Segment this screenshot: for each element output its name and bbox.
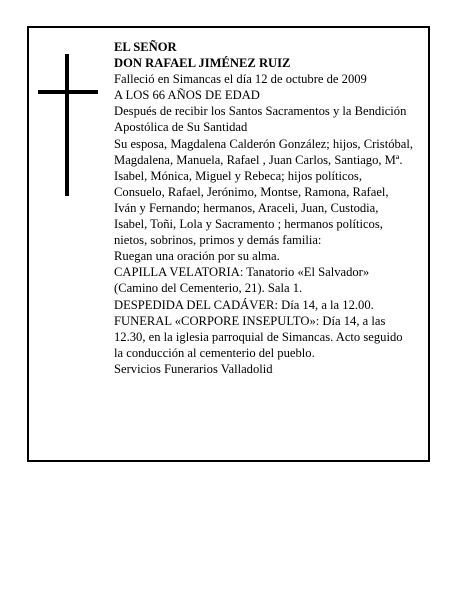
prayer-line: Ruegan una oración por su alma. [114,249,280,264]
family-paragraph: Su esposa, Magdalena Calderón González; hijos, Cristóbal, Magdalena, Manuela, Rafael , Juan Carlos, Santiago, Mª. Isabel, Mónica, Miguel y Rebeca; hijos políticos, Consuelo, Rafael, Jerónimo, Montse, Ramona, Rafael, Iván y Fernando; hermanos, Araceli, Juan, Custodia, Isabel, Toñi, Lola y Sacramento ; hermanos políticos, nietos, sobrinos, primos y demás familia: [114,136,414,248]
cross-horizontal-bar [38,90,98,94]
death-info: Falleció en Simancas el día 12 de octubre de 2009 [114,72,367,87]
deceased-name: DON RAFAEL JIMÉNEZ RUIZ [114,56,291,71]
cross-vertical-bar [65,54,69,196]
sacraments-paragraph: Después de recibir los Santos Sacramentos y la Bendición Apostólica de Su Santidad [114,104,407,135]
cross-icon [38,54,98,196]
chapel-info: CAPILLA VELATORIA: Tanatorio «El Salvador» (Camino del Cementerio, 21). Sala 1. [114,265,370,296]
funeral-info: FUNERAL «CORPORE INSEPULTO»: Día 14, a las 12.30, en la iglesia parroquial de Simancas. Acto seguido la conducción al cementerio del pueblo. [114,313,403,360]
title-line: EL SEÑOR [114,40,177,54]
obituary-text [114,39,414,377]
funeral-services: Servicios Funerarios Valladolid [114,361,273,376]
age-line: A LOS 66 AÑOS DE EDAD [114,88,260,103]
farewell-info: DESPEDIDA DEL CADÁVER: Día 14, a la 12.00. [114,297,374,312]
